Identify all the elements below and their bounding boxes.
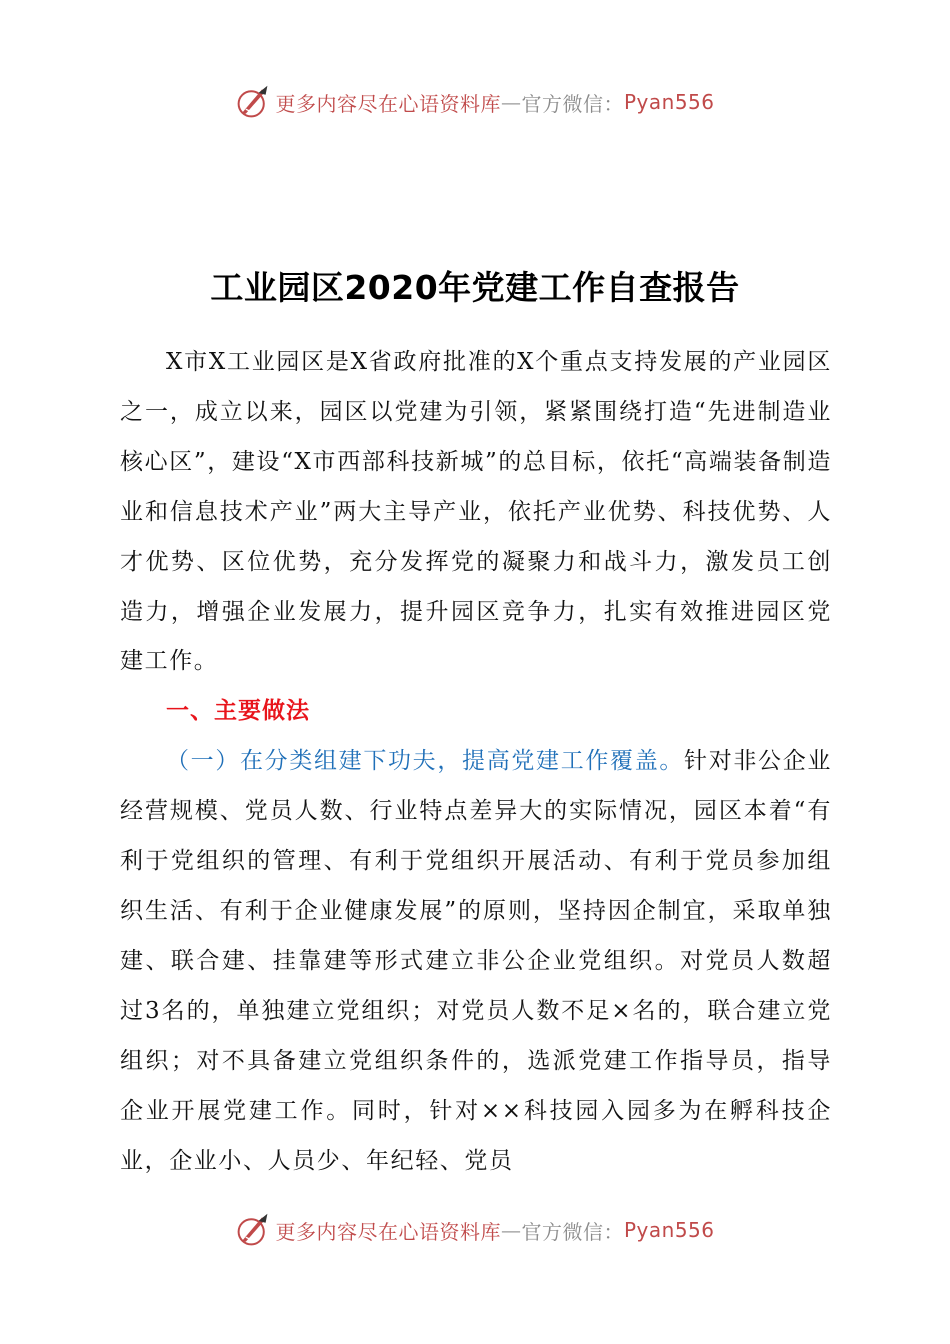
document-title: 工业园区2020年党建工作自查报告 (210, 268, 740, 307)
footer-watermark (0, 1210, 950, 1250)
watermark-brand-text: 更多内容尽在心语资料库 (275, 91, 501, 116)
header-watermark (0, 82, 950, 122)
subsection-body: 针对非公企业经营规模、党员人数、行业特点差异大的实际情况，园区本着“有利于党组织的管理、有利于党组织开展活动、有利于党员参加组织生活、有利于企业健康发展”的原则，坚持因企制宜，采取单独建、联合建、挂靠建等形式建立非公企业党组织。对党员人数超过3名的，单独建立党组织；对党员人数不足×名的，联合建立党组织；对不具备建立党组织条件的，选派党建工作指导员，指导企业开展党建工作。同时，针对××科技园入园多为在孵科技企业，企业小、人员少、年纪轻、党员 (120, 748, 832, 1174)
watermark-separator: — (500, 90, 522, 114)
watermark-label: 官方微信： (521, 1219, 624, 1244)
quill-pen-circle-icon (235, 84, 271, 120)
document-body (120, 338, 832, 1186)
subsection-paragraph (120, 737, 832, 1186)
subsection-heading: （一）在分类组建下功夫，提高党建工作覆盖。 (166, 748, 685, 775)
watermark-wechat-id: Pyan556 (623, 90, 715, 114)
watermark-wechat-id: Pyan556 (623, 1218, 715, 1242)
watermark-brand-text: 更多内容尽在心语资料库 (275, 1219, 501, 1244)
section-heading-main-practices: 一、主要做法 (166, 698, 310, 725)
watermark-separator: — (500, 1218, 522, 1242)
watermark-label: 官方微信： (521, 91, 624, 116)
intro-paragraph: X市X工业园区是X省政府批准的X个重点支持发展的产业园区之一，成立以来，园区以党建为引领，紧紧围绕打造“先进制造业核心区”，建设“X市西部科技新城”的总目标，依托“高端装备制造业和信息技术产业”两大主导产业，依托产业优势、科技优势、人才优势、区位优势，充分发挥党的凝聚力和战斗力，激发员工创造力，增强企业发展力，提升园区竞争力，扎实有效推进园区党建工作。 (120, 349, 832, 675)
quill-pen-circle-icon (235, 1212, 271, 1248)
